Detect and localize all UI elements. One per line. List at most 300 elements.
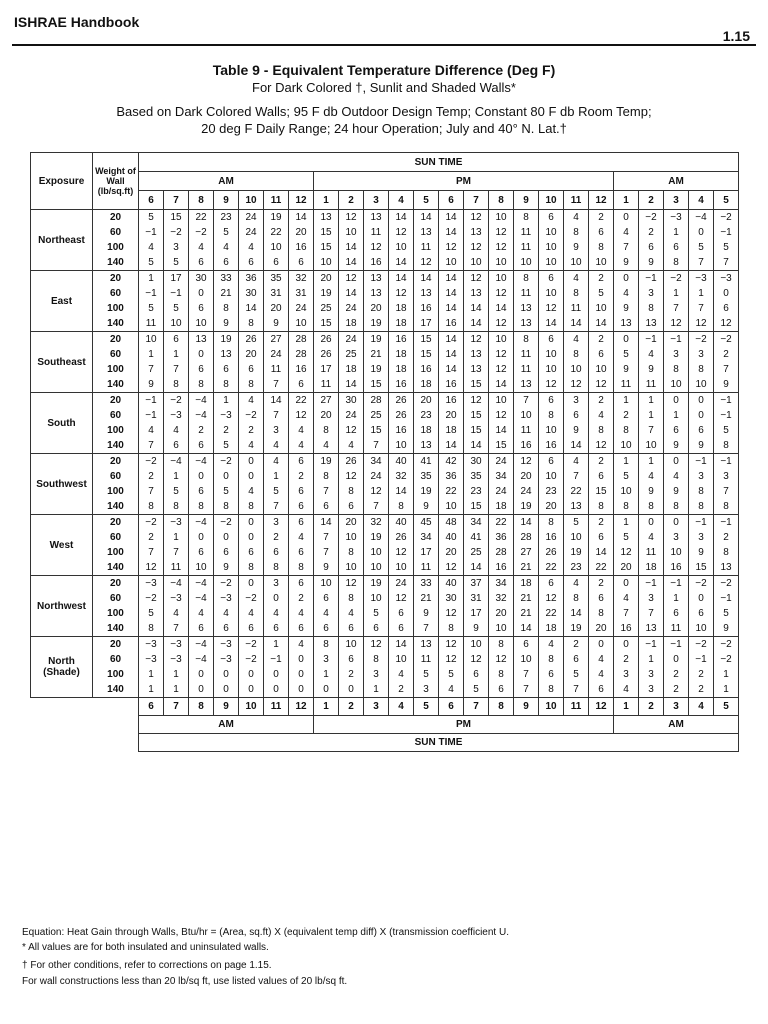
etd-value: 11 — [664, 621, 689, 637]
etd-value: −4 — [189, 393, 214, 409]
etd-value: 3 — [689, 347, 714, 362]
etd-value: −3 — [164, 515, 189, 531]
wall-weight: 60 — [93, 286, 139, 301]
etd-value: 20 — [289, 225, 314, 240]
etd-value: 0 — [214, 682, 239, 698]
etd-value: −2 — [214, 515, 239, 531]
etd-value: 4 — [139, 423, 164, 438]
etd-value: 7 — [714, 484, 739, 499]
etd-value: 35 — [414, 469, 439, 484]
etd-value: 14 — [564, 438, 589, 454]
etd-value: 0 — [614, 271, 639, 287]
etd-value: 0 — [639, 515, 664, 531]
table-row — [31, 438, 739, 454]
etd-value: 24 — [364, 469, 389, 484]
etd-value: 0 — [264, 682, 289, 698]
hour-header: 6 — [439, 191, 464, 210]
etd-value: 8 — [514, 332, 539, 348]
etd-value: 12 — [139, 560, 164, 576]
etd-value: 14 — [489, 423, 514, 438]
etd-value: 30 — [464, 454, 489, 470]
etd-value: 5 — [364, 606, 389, 621]
etd-value: −2 — [164, 225, 189, 240]
etd-value: 3 — [639, 591, 664, 606]
etd-value: 6 — [364, 621, 389, 637]
etd-value: 14 — [464, 560, 489, 576]
etd-value: 6 — [264, 621, 289, 637]
etd-value: 10 — [289, 316, 314, 332]
wall-weight: 60 — [93, 469, 139, 484]
etd-value: 5 — [439, 667, 464, 682]
table-row — [31, 454, 739, 470]
hour-footer: 2 — [339, 698, 364, 716]
hour-footer: 10 — [539, 698, 564, 716]
etd-value: 20 — [439, 408, 464, 423]
etd-value: 13 — [514, 316, 539, 332]
etd-value: 14 — [389, 637, 414, 653]
etd-value: 3 — [314, 652, 339, 667]
etd-value: 19 — [264, 210, 289, 226]
etd-value: 14 — [514, 621, 539, 637]
etd-value: 6 — [214, 255, 239, 271]
hour-header: 5 — [714, 191, 739, 210]
etd-value: 14 — [439, 332, 464, 348]
etd-value: 1 — [139, 667, 164, 682]
etd-value: 10 — [514, 408, 539, 423]
etd-value: 10 — [564, 530, 589, 545]
etd-value: 18 — [439, 423, 464, 438]
etd-value: 2 — [264, 530, 289, 545]
etd-value: −2 — [689, 332, 714, 348]
etd-value: 34 — [489, 576, 514, 592]
etd-value: −3 — [214, 591, 239, 606]
etd-value: −2 — [714, 652, 739, 667]
etd-value: 13 — [614, 316, 639, 332]
etd-value: 16 — [289, 240, 314, 255]
etd-value: −4 — [189, 454, 214, 470]
etd-value: 12 — [489, 240, 514, 255]
page-number: 1.15 — [722, 28, 750, 44]
table-row — [31, 271, 739, 287]
etd-value: 34 — [489, 469, 514, 484]
etd-value: 26 — [339, 454, 364, 470]
basis-line-2: 20 deg F Daily Range; 24 hour Operation; July and 40° N. Lat.† — [201, 121, 567, 136]
etd-value: 4 — [239, 393, 264, 409]
etd-value: 13 — [364, 286, 389, 301]
etd-value: 11 — [639, 377, 664, 393]
etd-value: 19 — [314, 286, 339, 301]
etd-value: 8 — [539, 408, 564, 423]
etd-value: 13 — [464, 362, 489, 377]
etd-value: 8 — [314, 469, 339, 484]
etd-value: 10 — [164, 316, 189, 332]
etd-value: 10 — [539, 240, 564, 255]
etd-value: 12 — [489, 286, 514, 301]
etd-value: 22 — [489, 515, 514, 531]
etd-value: 9 — [414, 606, 439, 621]
etd-value: 7 — [164, 621, 189, 637]
etd-value: 14 — [439, 286, 464, 301]
hour-header: 4 — [389, 191, 414, 210]
etd-value: 6 — [389, 621, 414, 637]
etd-value: 1 — [664, 591, 689, 606]
etd-value: −2 — [139, 454, 164, 470]
wall-weight: 140 — [93, 438, 139, 454]
etd-value: 22 — [539, 560, 564, 576]
etd-value: 4 — [589, 652, 614, 667]
etd-value: 3 — [614, 667, 639, 682]
table-row — [31, 301, 739, 316]
etd-value: 16 — [539, 530, 564, 545]
etd-value: 20 — [314, 408, 339, 423]
etd-value: 9 — [614, 255, 639, 271]
etd-value: 11 — [514, 225, 539, 240]
etd-value: 12 — [389, 225, 414, 240]
etd-value: 0 — [239, 469, 264, 484]
exposure-label: Southwest — [31, 454, 93, 515]
etd-value: 40 — [389, 515, 414, 531]
basis-line-1: Based on Dark Colored Walls; 95 F db Outdoor Design Temp; Constant 80 F db Room Temp; — [116, 104, 652, 119]
etd-value: 9 — [564, 240, 589, 255]
etd-value: 4 — [564, 271, 589, 287]
etd-value: 12 — [389, 545, 414, 560]
etd-value: 4 — [564, 454, 589, 470]
etd-value: 0 — [689, 591, 714, 606]
etd-value: 6 — [539, 454, 564, 470]
hour-header: 7 — [164, 191, 189, 210]
etd-value: 12 — [389, 286, 414, 301]
etd-value: 1 — [664, 408, 689, 423]
etd-value: 14 — [464, 316, 489, 332]
etd-value: 8 — [239, 560, 264, 576]
etd-value: −2 — [214, 454, 239, 470]
etd-value: 14 — [389, 255, 414, 271]
hour-header: 2 — [639, 191, 664, 210]
etd-value: 4 — [564, 576, 589, 592]
etd-value: 9 — [214, 316, 239, 332]
etd-value: 20 — [539, 499, 564, 515]
etd-value: 0 — [214, 667, 239, 682]
etd-value: 6 — [314, 621, 339, 637]
exposure-label: North (Shade) — [31, 637, 93, 698]
etd-value: 7 — [714, 255, 739, 271]
etd-value: 22 — [264, 225, 289, 240]
table-row — [31, 377, 739, 393]
etd-value: 6 — [664, 240, 689, 255]
etd-value: 12 — [464, 240, 489, 255]
etd-value: 10 — [689, 377, 714, 393]
etd-value: 1 — [264, 469, 289, 484]
etd-value: 0 — [614, 576, 639, 592]
etd-value: 12 — [689, 316, 714, 332]
etd-value: 10 — [539, 255, 564, 271]
etd-value: 5 — [264, 484, 289, 499]
etd-value: 24 — [239, 225, 264, 240]
etd-value: 1 — [614, 515, 639, 531]
hour-header: 10 — [239, 191, 264, 210]
table-row — [31, 576, 739, 592]
etd-value: −4 — [689, 210, 714, 226]
etd-value: 15 — [589, 484, 614, 499]
etd-value: 23 — [539, 484, 564, 499]
etd-value: 9 — [639, 255, 664, 271]
etd-value: 2 — [189, 423, 214, 438]
etd-value: −3 — [214, 652, 239, 667]
etd-value: 11 — [614, 377, 639, 393]
etd-value: 18 — [489, 499, 514, 515]
etd-value: 7 — [664, 301, 689, 316]
etd-value: −3 — [164, 408, 189, 423]
etd-value: 12 — [339, 210, 364, 226]
etd-value: 8 — [339, 591, 364, 606]
weight-header: Weight of Wall (lb/sq.ft) — [93, 153, 139, 210]
etd-value: 8 — [589, 240, 614, 255]
etd-value: 19 — [514, 499, 539, 515]
etd-value: 13 — [564, 499, 589, 515]
etd-value: −1 — [139, 393, 164, 409]
etd-value: 2 — [639, 225, 664, 240]
wall-weight: 140 — [93, 255, 139, 271]
etd-value: 1 — [139, 347, 164, 362]
etd-value: 0 — [289, 652, 314, 667]
wall-weight: 140 — [93, 682, 139, 698]
etd-value: 11 — [314, 377, 339, 393]
etd-value: 5 — [464, 682, 489, 698]
etd-value: 10 — [264, 240, 289, 255]
etd-value: 14 — [439, 210, 464, 226]
etd-value: 8 — [539, 682, 564, 698]
etd-value: 4 — [289, 438, 314, 454]
etd-value: 1 — [164, 682, 189, 698]
etd-value: 6 — [164, 438, 189, 454]
etd-value: 6 — [714, 301, 739, 316]
etd-value: 14 — [239, 301, 264, 316]
etd-value: −2 — [239, 652, 264, 667]
etd-value: 0 — [339, 682, 364, 698]
etd-value: 13 — [364, 210, 389, 226]
etd-value: 2 — [689, 667, 714, 682]
etd-value: 9 — [639, 362, 664, 377]
etd-value: 5 — [714, 240, 739, 255]
etd-value: 18 — [389, 362, 414, 377]
etd-value: 4 — [314, 438, 339, 454]
etd-value: −2 — [714, 576, 739, 592]
etd-value: −1 — [714, 454, 739, 470]
table-row — [31, 423, 739, 438]
etd-value: 4 — [239, 438, 264, 454]
etd-value: −1 — [689, 454, 714, 470]
etd-value: 10 — [564, 255, 589, 271]
etd-value: −1 — [714, 393, 739, 409]
etd-value: 10 — [389, 652, 414, 667]
etd-value: 9 — [214, 560, 239, 576]
wall-weight: 20 — [93, 454, 139, 470]
etd-value: 7 — [164, 545, 189, 560]
etd-value: −2 — [664, 271, 689, 287]
etd-value: 28 — [489, 545, 514, 560]
etd-value: −1 — [264, 652, 289, 667]
etd-value: 14 — [414, 271, 439, 287]
etd-value: 12 — [414, 255, 439, 271]
etd-value: 14 — [389, 484, 414, 499]
etd-value: 8 — [564, 591, 589, 606]
etd-value: 20 — [364, 301, 389, 316]
etd-value: 26 — [314, 332, 339, 348]
etd-value: 2 — [389, 682, 414, 698]
etd-value: 41 — [414, 454, 439, 470]
etd-value: 24 — [489, 484, 514, 499]
etd-value: −2 — [714, 210, 739, 226]
etd-value: 8 — [589, 499, 614, 515]
etd-value: 13 — [464, 347, 489, 362]
etd-value: 12 — [464, 652, 489, 667]
etd-value: 8 — [664, 362, 689, 377]
etd-value: 5 — [589, 286, 614, 301]
etd-value: 2 — [589, 210, 614, 226]
etd-value: 6 — [189, 255, 214, 271]
hour-header: 2 — [339, 191, 364, 210]
etd-value: 20 — [239, 347, 264, 362]
etd-value: 8 — [189, 377, 214, 393]
etd-value: 5 — [164, 301, 189, 316]
table-row — [31, 530, 739, 545]
etd-value: −1 — [714, 515, 739, 531]
etd-value: 5 — [714, 606, 739, 621]
etd-value: 14 — [414, 210, 439, 226]
etd-value: 1 — [614, 393, 639, 409]
etd-value: 0 — [239, 682, 264, 698]
etd-value: 15 — [364, 423, 389, 438]
etd-value: 14 — [339, 377, 364, 393]
etd-value: 33 — [414, 576, 439, 592]
etd-value: 13 — [414, 438, 439, 454]
footer-blank — [31, 698, 139, 752]
etd-value: 13 — [414, 637, 439, 653]
etd-value: −1 — [689, 652, 714, 667]
wall-weight: 100 — [93, 301, 139, 316]
etd-value: 6 — [339, 621, 364, 637]
etd-value: 19 — [414, 484, 439, 499]
etd-value: 12 — [614, 545, 639, 560]
etd-value: 10 — [689, 621, 714, 637]
am-header: AM — [139, 172, 314, 191]
etd-value: 3 — [364, 667, 389, 682]
etd-value: 18 — [414, 377, 439, 393]
etd-value: −1 — [139, 225, 164, 240]
etd-value: 14 — [489, 377, 514, 393]
wall-weight: 60 — [93, 225, 139, 240]
etd-value: 0 — [614, 210, 639, 226]
etd-value: 8 — [614, 499, 639, 515]
etd-value: 7 — [139, 438, 164, 454]
etd-value: 0 — [689, 225, 714, 240]
table-row — [31, 255, 739, 271]
table-row — [31, 469, 739, 484]
etd-value: 12 — [664, 316, 689, 332]
table-row — [31, 667, 739, 682]
etd-value: 16 — [389, 423, 414, 438]
etd-value: 5 — [139, 210, 164, 226]
etd-value: 0 — [214, 530, 239, 545]
etd-value: 10 — [489, 210, 514, 226]
etd-value: 7 — [564, 682, 589, 698]
etd-value: 8 — [489, 637, 514, 653]
etd-value: 0 — [239, 530, 264, 545]
etd-value: 0 — [664, 515, 689, 531]
etd-value: 4 — [614, 682, 639, 698]
pm-header: PM — [314, 172, 614, 191]
etd-value: −3 — [139, 652, 164, 667]
etd-value: 7 — [514, 667, 539, 682]
etd-value: 8 — [239, 499, 264, 515]
etd-value: 14 — [439, 301, 464, 316]
etd-value: −1 — [139, 408, 164, 423]
etd-value: 5 — [214, 484, 239, 499]
hour-footer: 1 — [614, 698, 639, 716]
etd-value: 9 — [464, 621, 489, 637]
etd-value: 6 — [539, 667, 564, 682]
etd-value: −1 — [664, 576, 689, 592]
etd-value: 6 — [314, 591, 339, 606]
etd-value: 18 — [389, 301, 414, 316]
exposure-label: South — [31, 393, 93, 454]
etd-value: 12 — [439, 560, 464, 576]
etd-value: 6 — [339, 652, 364, 667]
etd-value: 4 — [589, 408, 614, 423]
etd-value: 3 — [639, 667, 664, 682]
etd-value: 22 — [289, 393, 314, 409]
table-row — [31, 560, 739, 576]
etd-value: 4 — [289, 423, 314, 438]
etd-value: 34 — [414, 530, 439, 545]
wall-weight: 60 — [93, 530, 139, 545]
etd-value: 2 — [664, 667, 689, 682]
etd-value: 12 — [514, 454, 539, 470]
etd-value: 22 — [539, 606, 564, 621]
etd-value: 6 — [639, 240, 664, 255]
etd-value: −1 — [664, 332, 689, 348]
etd-value: 6 — [539, 332, 564, 348]
table-row — [31, 240, 739, 255]
wall-weight: 20 — [93, 637, 139, 653]
etd-value: 14 — [314, 515, 339, 531]
hour-footer: 12 — [589, 698, 614, 716]
etd-value: 2 — [139, 530, 164, 545]
etd-value: 2 — [339, 667, 364, 682]
etd-value: 7 — [639, 606, 664, 621]
etd-value: 11 — [564, 301, 589, 316]
etd-value: 4 — [264, 438, 289, 454]
etd-value: 8 — [714, 499, 739, 515]
etd-value: 5 — [214, 225, 239, 240]
etd-value: 10 — [464, 255, 489, 271]
etd-value: 1 — [164, 667, 189, 682]
etd-value: 6 — [289, 484, 314, 499]
etd-value: 12 — [439, 637, 464, 653]
etd-value: 22 — [564, 484, 589, 499]
etd-value: −4 — [189, 652, 214, 667]
hour-header: 3 — [364, 191, 389, 210]
wall-weight: 20 — [93, 576, 139, 592]
etd-value: 14 — [439, 362, 464, 377]
etd-value: 6 — [664, 423, 689, 438]
table-row — [31, 591, 739, 606]
etd-value: −1 — [639, 332, 664, 348]
etd-value: −2 — [239, 408, 264, 423]
etd-value: 6 — [164, 332, 189, 348]
etd-value: 6 — [589, 347, 614, 362]
etd-value: 4 — [614, 591, 639, 606]
